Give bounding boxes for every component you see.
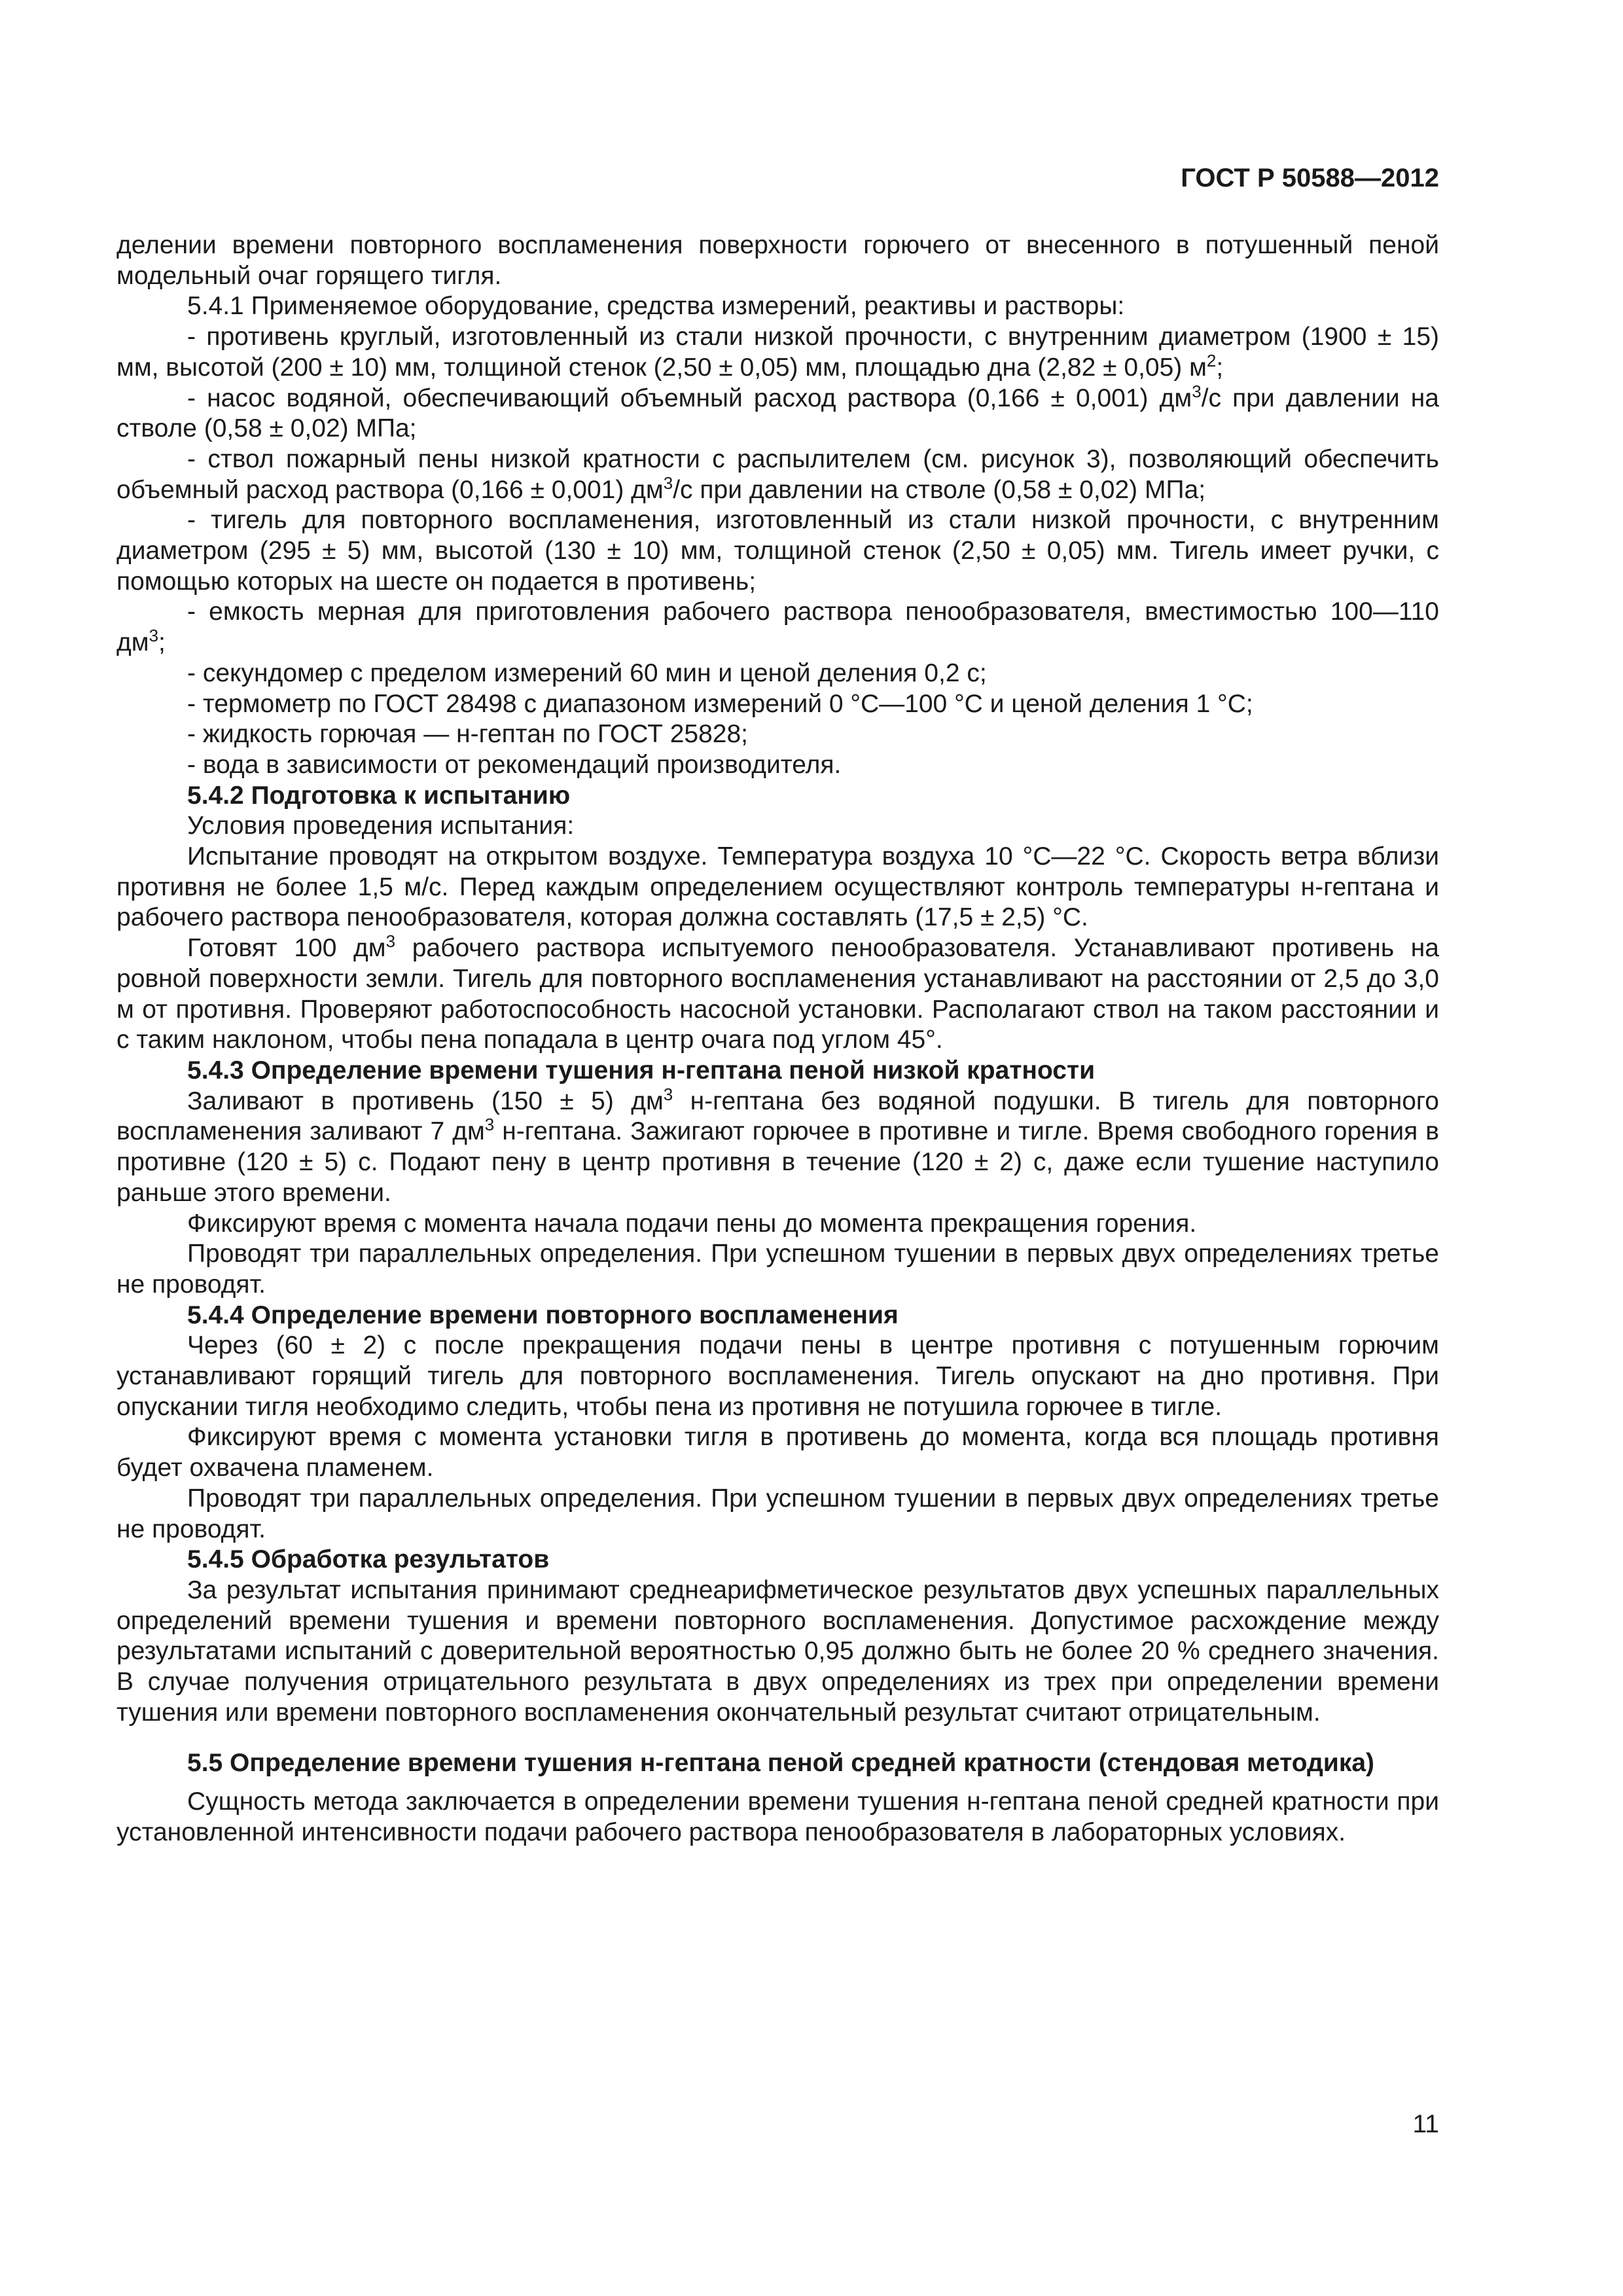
list-item: - жидкость горючая — н-гептан по ГОСТ 25828; <box>187 720 749 749</box>
paragraph <box>116 933 1439 1056</box>
equipment-crucible: - тигель для повторного воспламенения, изготовленный из стали низкой прочности, с внутренним диаметром (295 ± 5) мм, высотой (130 ± 10) мм, толщиной стенок (2,50 ± 0,05) мм. Тигель имеет ручки, с помощью которых на шесте он подается в противень; <box>116 506 1439 596</box>
text-fragment: Заливают в противень (150 ± 5) дм <box>187 1086 664 1115</box>
superscript: 3 <box>663 473 673 493</box>
list-item <box>116 381 1439 444</box>
list-item: - термометр по ГОСТ 28498 с диапазоном измерений 0 °С—100 °С и ценой деления 1 °С; <box>187 689 1253 718</box>
section-5-4-4-heading: 5.4.4 Определение времени повторного воспламенения <box>187 1300 899 1329</box>
equipment-measuring-vessel: - емкость мерная для приготовления рабочего раствора пенообразователя, вместимостью 100—110 дм <box>116 598 1439 657</box>
paragraph: Через (60 ± 2) с после прекращения подачи пены в центре противня с потушенным горючим устанавливают горящий тигель для повторного воспламенения. Тигель опускают на дно противня. При опускании тигля необходимо следить, чтобы пена из противня не потушила горючее в тигле. <box>116 1331 1439 1421</box>
section-5-4-5-heading: 5.4.5 Обработка результатов <box>187 1545 550 1574</box>
list-item: - вода в зависимости от рекомендаций производителя. <box>187 750 842 779</box>
paragraph: Проводят три параллельных определения. При успешном тушении в первых двух определениях третье не проводят. <box>116 1484 1439 1543</box>
equipment-pump: - насос водяной, обеспечивающий объемный расход раствора (0,166 ± 0,001) дм <box>187 384 1192 412</box>
paragraph: Проводят три параллельных определения. При успешном тушении в первых двух определениях третье не проводят. <box>116 1240 1439 1299</box>
paragraph: Фиксируют время с момента установки тигля в противень до момента, когда вся площадь противня будет охвачена пламенем. <box>116 1423 1439 1482</box>
page-content <box>116 230 1439 1848</box>
section-5-5-heading: 5.5 Определение времени тушения н-гептана пеной средней кратности (стендовая методика) <box>187 1749 1375 1778</box>
equipment-nozzle: - ствол пожарный пены низкой кратности с распылителем (см. рисунок 3), позволяющий обеспечить объемный расход раствора (0,166 ± 0,001) дм <box>116 444 1439 504</box>
equipment-pan: - противень круглый, изготовленный из стали низкой прочности, с внутренним диаметром (1900 ± 15) мм, высотой (200 ± 10) мм, толщиной стенок (2,50 ± 0,05) мм, площадью дна (2,82 ± 0,05) м <box>116 323 1439 382</box>
list-item <box>116 322 1439 383</box>
superscript: 3 <box>1192 381 1202 401</box>
intro-paragraph: делении времени повторного воспламенения поверхности горючего от внесенного в потушенный пеной модельный очаг горящего тигля. <box>116 231 1439 290</box>
section-5-4-1-title: 5.4.1 Применяемое оборудование, средства измерений, реактивы и растворы: <box>187 292 1125 321</box>
superscript: 2 <box>1206 350 1217 370</box>
text-fragment: н-гептана. Зажигают горючее в противне и тигле. Время свободного горения в противне (120 ± 5) с. Подают пену в центр противня в течение (120 ± 2) с, даже если тушение наступило раньше этого времени. <box>116 1117 1440 1207</box>
text-fragment: рабочего раствора испытуемого пенообразователя. Устанавливают противень на ровной поверхности земли. Тигель для повторного воспламенения устанавливают на расстоянии от 2,5 до 3,0 м от противня. Проверяют работоспособность насосной установки. Располагают ствол на таком расстоянии и с таким наклоном, чтобы пена попадала в центр очага под углом 45°. <box>116 934 1439 1054</box>
paragraph: Условия проведения испытания: <box>187 812 575 840</box>
paragraph: Сущность метода заключается в определении времени тушения н-гептана пеной средней кратности при установленной интенсивности подачи рабочего раствора пенообразователя в лабораторных условиях. <box>116 1787 1439 1847</box>
document-header <box>116 161 1439 195</box>
punctuation: ; <box>1216 353 1224 382</box>
document-id: ГОСТ Р 50588—2012 <box>1181 164 1439 192</box>
superscript: 3 <box>149 626 159 646</box>
equipment-pump-end: /с при давлении на стволе (0,58 ± 0,02) МПа; <box>116 384 1439 443</box>
list-item <box>116 597 1439 658</box>
paragraph <box>116 1086 1439 1209</box>
text-fragment: н-гептана без водяной подушки. В тигель для повторного воспламенения заливают 7 дм <box>116 1086 1439 1146</box>
text-fragment: Готовят 100 дм <box>187 934 386 963</box>
paragraph: Испытание проводят на открытом воздухе. Температура воздуха 10 °С—22 °С. Скорость ветра вблизи противня не более 1,5 м/с. Перед каждым определением осуществляют контроль температуры н-гептана и рабочего раствора пенообразователя, которая должна составлять (17,5 ± 2,5) °С. <box>116 842 1439 932</box>
list-item: - секундомер с пределом измерений 60 мин и ценой деления 0,2 с; <box>187 658 987 687</box>
superscript: 3 <box>385 931 396 952</box>
punctuation: ; <box>158 628 166 657</box>
list-item <box>116 505 1439 597</box>
paragraph: За результат испытания принимают среднеарифметическое результатов двух успешных параллельных определений времени тушения и времени повторного воспламенения. Допустимое расхождение между результатами испытаний с доверительной вероятностью 0,95 должно быть не более 20 % среднего значения. В случае получения отрицательного результата в двух определениях из трех при определении времени тушения или времени повторного воспламенения окончательный результат считают отрицательным. <box>116 1575 1439 1727</box>
page-number: 11 <box>1412 2110 1439 2138</box>
superscript: 3 <box>484 1115 495 1135</box>
section-5-4-2-heading: 5.4.2 Подготовка к испытанию <box>187 781 571 810</box>
paragraph: Фиксируют время с момента начала подачи пены до момента прекращения горения. <box>187 1209 1197 1238</box>
equipment-nozzle-end: /с при давлении на стволе (0,58 ± 0,02) МПа; <box>673 475 1206 504</box>
list-item <box>116 444 1439 505</box>
superscript: 3 <box>663 1084 673 1104</box>
section-5-4-3-heading: 5.4.3 Определение времени тушения н-гептана пеной низкой кратности <box>187 1056 1096 1085</box>
